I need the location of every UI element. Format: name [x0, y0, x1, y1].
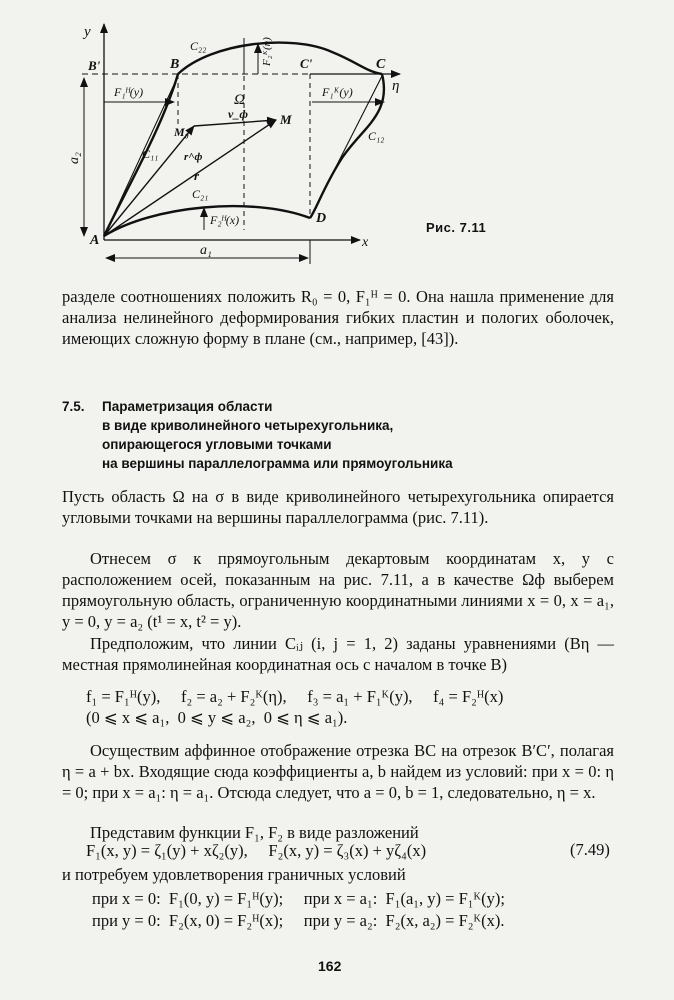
equation-number: (7.49): [570, 840, 610, 859]
label-Omega: Ω: [234, 92, 245, 108]
label-x-axis: x: [362, 235, 369, 250]
label-C22: C₂₂: [190, 39, 207, 53]
label-C: C: [376, 57, 386, 72]
label-C11: C₁₁: [142, 147, 159, 161]
boundary-conditions-1: при x = 0: F₁(0, y) = F₁ᴴ(y); при x = a₁: F₁(a₁, y) = F₁ᴷ(y);: [92, 889, 505, 908]
figure-7-11: [62, 18, 662, 276]
label-B: B: [170, 57, 180, 72]
paragraph-2: Отнесем σ к прямоугольным декартовым координатам x, y с расположением осей, показанным на рис. 7.11, а в качестве Ωф выберем прямоугольную область, ограниченную координатными линиями x = 0, x = a₁, y = 0, y = a₂ (t¹ = x, t² = y).: [62, 549, 614, 631]
label-F2k: F₂ᴷ(η): [261, 37, 273, 66]
formula-7-49: F₁(x, y) = ζ₁(y) + xζ₂(y), F₂(x, y) = ζ₃(x) + yζ₄(x): [86, 841, 427, 860]
section-title-line: в виде криволинейного четырехугольника,: [102, 418, 394, 433]
formula-ranges: (0 ⩽ x ⩽ a₁, 0 ⩽ y ⩽ a₂, 0 ⩽ η ⩽ a₁).: [86, 708, 348, 727]
label-a2: a₂: [67, 152, 82, 164]
label-C-prime: C': [300, 56, 313, 71]
paragraph-1: Пусть область Ω на σ в виде криволинейного четырехугольника опирается угловыми точками на вершины параллелограмма (рис. 7.11).: [62, 487, 614, 527]
section-title-line: Параметризация области: [102, 399, 273, 414]
vector-r-phi: [104, 126, 194, 236]
label-A: A: [90, 233, 100, 248]
section-title-line: на вершины параллелограмма или прямоугольника: [102, 456, 453, 471]
section-title-line: опирающегося угловыми точками: [102, 437, 332, 452]
label-v-phi: v_ф: [228, 107, 248, 121]
intro-paragraph: разделе соотношениях положить R₀ = 0, F₁ᴴ = 0. Она нашла применение для анализа нелинейного деформирования гибких пластин и пологих оболочек, имеющих сложную форму в плане (см., например, [43]).: [62, 287, 614, 348]
label-M: M: [280, 112, 292, 127]
boundary-conditions-2: при y = 0: F₂(x, 0) = F₂ᴴ(x); при y = a₂: F₂(x, a₂) = F₂ᴷ(x).: [92, 911, 505, 930]
section-heading: [62, 397, 622, 473]
figure-caption: Рис. 7.11: [426, 220, 487, 235]
formula-f-definitions: f₁ = F₁ᴴ(y), f₂ = a₂ + F₂ᴷ(η), f₃ = a₁ + F₁ᴷ(y), f₄ = F₂ᴴ(x): [86, 687, 504, 706]
vector-r: [104, 120, 276, 236]
label-B-prime: B': [88, 58, 101, 73]
section-number: 7.5.: [62, 399, 85, 414]
label-r-phi: r^ф: [184, 151, 203, 163]
label-a1: a₁: [200, 243, 212, 258]
paragraph-3: Предположим, что линии Cᵢⱼ (i, j = 1, 2) заданы уравнениями (Bη — местная прямолинейная координатная ось с началом в точке B): [62, 634, 614, 674]
label-D: D: [316, 211, 327, 226]
label-C12: C₁₂: [368, 129, 385, 143]
label-eta: η: [392, 78, 400, 94]
paragraph-4: Осуществим аффинное отображение отрезка BC на отрезок B′C′, полагая η = a + bx. Входящие сюда коэффициенты a, b найдем из условий: при x = 0: η = 0; при x = a₁: η = a₁. Отсюда следует, что a = 0, b = 1, следовательно, η = x.: [62, 741, 614, 802]
label-y-axis: y: [84, 24, 91, 40]
paragraph-5: Представим функции F₁, F₂ в виде разложений: [90, 823, 419, 842]
label-F1n: F₁ᴴ(y): [114, 85, 144, 99]
label-C21: C₂₁: [192, 187, 209, 201]
label-F2n: F₂ᴴ(x): [210, 213, 240, 227]
paragraph-6: и потребуем удовлетворения граничных условий: [62, 865, 406, 884]
curve-C21: [104, 206, 310, 236]
label-r: r: [194, 168, 200, 183]
curve-C22: [178, 43, 382, 74]
label-F1k: F₁ᴷ(y): [322, 85, 353, 99]
label-M0: M₀: [174, 125, 189, 139]
page-number: 162: [318, 958, 342, 974]
